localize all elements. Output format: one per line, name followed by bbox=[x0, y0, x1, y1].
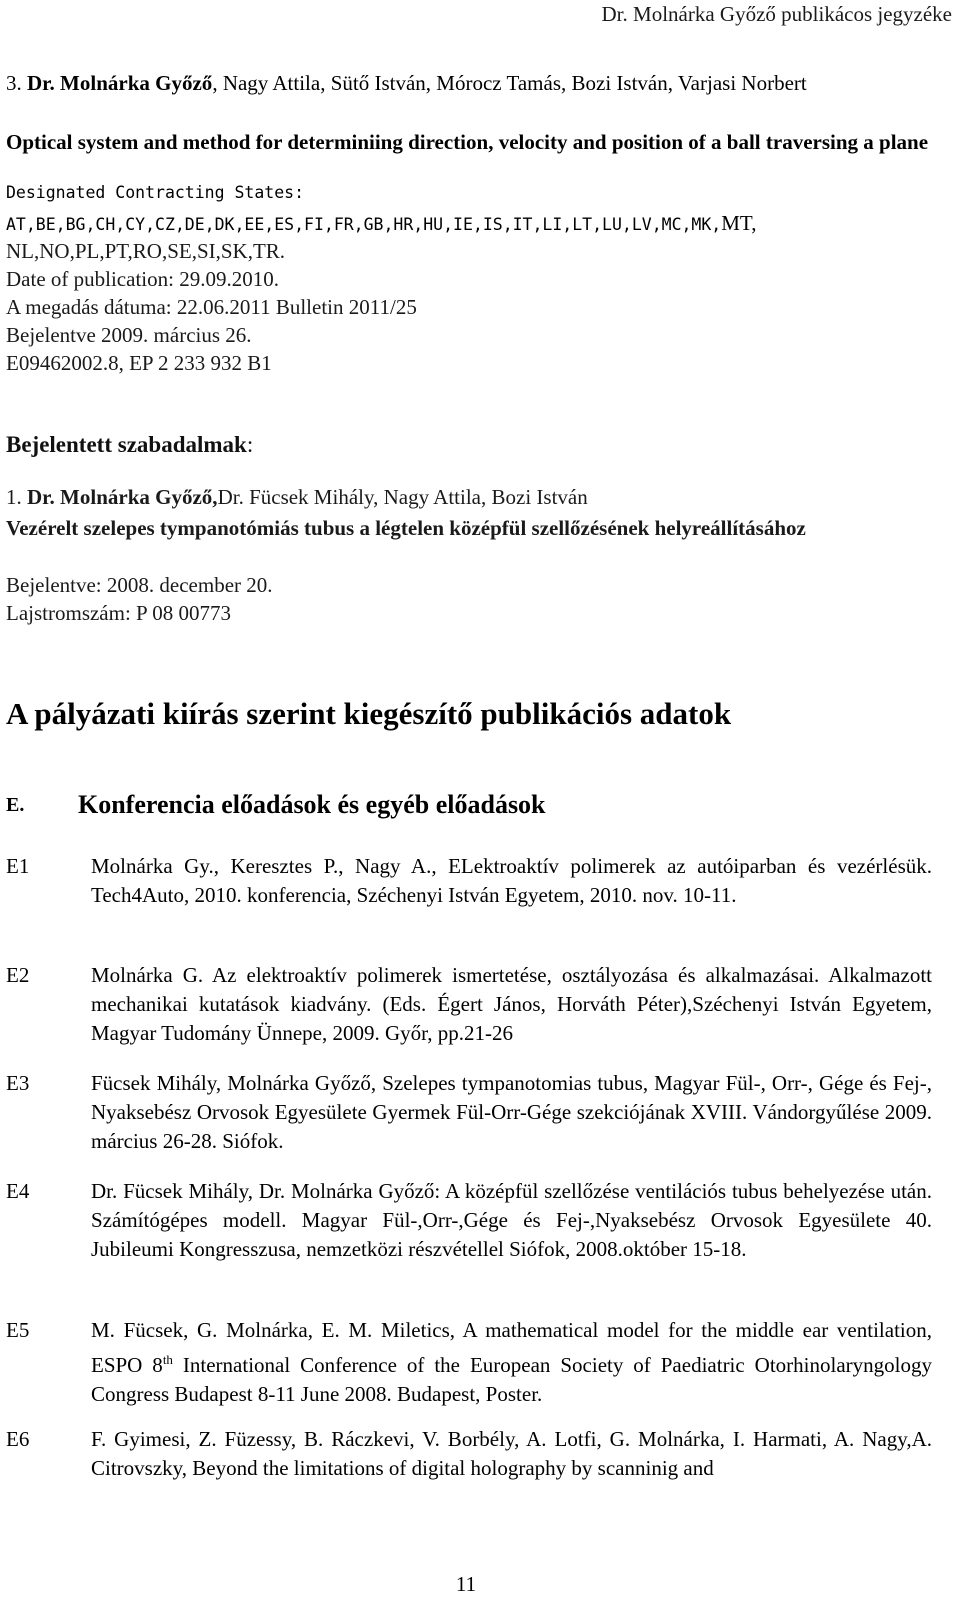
designated-states-label: Designated Contracting States: bbox=[6, 183, 305, 202]
filed-patent-number: 1. bbox=[6, 485, 22, 509]
reference-text: Dr. Fücsek Mihály, Dr. Molnárka Győző: A középfül szellőzése ventilációs tubus behelyezése után. Számítógépes modell. Magyar Fül-,Orr-,Gége és Fej-,Nyaksebész Orvosok Egyesülete 40. Jubileumi Kongresszusa, nemzetközi részvétellel Siófok, 2008.október 15-18. bbox=[91, 1179, 932, 1261]
filed-patent-authors bbox=[6, 485, 588, 510]
reference-e3 bbox=[6, 1069, 932, 1156]
supplementary-heading: A pályázati kiírás szerint kiegészítő publikációs adatok bbox=[6, 696, 732, 731]
section-e-title: Konferencia előadások és egyéb előadások bbox=[78, 790, 546, 819]
filed-patents-heading-colon: : bbox=[246, 432, 254, 457]
page-number: 11 bbox=[455, 1572, 477, 1596]
reference-text bbox=[91, 1316, 932, 1409]
reference-id: E3 bbox=[6, 1071, 30, 1095]
reference-text: Molnárka G. Az elektroaktív polimerek ismertetése, osztályozása és alkalmazásai. Alkalmazott mechanikai kutatások kiadvány. (Eds. Égert János, Horváth Péter),Széchenyi István Egyetem, Magyar Tudomány Ünnepe, 2009. Győr, pp.21-26 bbox=[91, 963, 932, 1045]
reference-text: Fücsek Mihály, Molnárka Győző, Szelepes tympanotomias tubus, Magyar Fül-, Orr-, Gége és Fej-, Nyaksebész Orvosok Egyesülete Gyermek Fül-Orr-Gége szekciójának XVIII. Vándorgyűlése 2009. március 26-28. Siófok. bbox=[91, 1071, 932, 1153]
patent-ids: E09462002.8, EP 2 233 932 B1 bbox=[6, 351, 272, 375]
reference-e5 bbox=[6, 1316, 932, 1409]
reference-text: F. Gyimesi, Z. Füzessy, B. Ráczkevi, V. Borbély, A. Lotfi, G. Molnárka, I. Harmati, A. Nagy,A. Citrovszky, Beyond the limitations of digital holography by scanninig and bbox=[91, 1427, 932, 1480]
states-serif: MT, bbox=[721, 211, 757, 235]
reference-text-before: M. Fücsek, G. Molnárka, E. M. Miletics, A mathematical model for the middle ear ventilation, ESPO 8 bbox=[91, 1318, 932, 1377]
states-mono: AT,BE,BG,CH,CY,CZ,DE,DK,EE,ES,FI,FR,GB,HR,HU,IE,IS,IT,LI,LT,LU,LV,MC,MK, bbox=[6, 215, 722, 234]
filed-patent-date bbox=[6, 573, 273, 598]
registry-number: Lajstromszám: P 08 00773 bbox=[6, 601, 231, 625]
filed-label: Bejelentve: bbox=[6, 573, 102, 597]
reference-id: E5 bbox=[6, 1318, 30, 1342]
patent-authors bbox=[6, 70, 956, 96]
filed-date-value: 2008. december 20. bbox=[101, 573, 273, 597]
filed-patents-heading bbox=[6, 432, 253, 458]
reference-e1 bbox=[6, 852, 932, 910]
designated-states-line-2: NL,NO,PL,PT,RO,SE,SI,SK,TR. bbox=[6, 239, 286, 263]
reference-id: E2 bbox=[6, 963, 30, 987]
patent-co-authors: , Nagy Attila, Sütő István, Mórocz Tamás, Bozi István, Varjasi Norbert bbox=[212, 71, 807, 95]
patent-number: 3. bbox=[6, 71, 22, 95]
filed-patent-co-authors: Dr. Fücsek Mihály, Nagy Attila, Bozi István bbox=[217, 485, 588, 509]
reference-id: E4 bbox=[6, 1179, 30, 1203]
reference-e2 bbox=[6, 961, 932, 1048]
reference-text: Molnárka Gy., Keresztes P., Nagy A., ELektroaktív polimerek az autóiparban és vezérlésük. Tech4Auto, 2010. konferencia, Széchenyi István Egyetem, 2010. nov. 10-11. bbox=[91, 854, 932, 907]
page-header: Dr. Molnárka Győző publikácos jegyzéke bbox=[601, 2, 952, 26]
reference-id: E6 bbox=[6, 1427, 30, 1451]
reference-text-after: International Conference of the European Society of Paediatric Otorhinolaryngology Congress Budapest 8-11 June 2008. Budapest, Poster. bbox=[91, 1353, 932, 1406]
reference-sup: th bbox=[162, 1352, 173, 1367]
filed-patent-title: Vezérelt szelepes tympanotómiás tubus a légtelen középfül szellőzésének helyreállításához bbox=[6, 516, 806, 540]
designated-states-line-1 bbox=[6, 211, 756, 236]
reference-e4 bbox=[6, 1177, 932, 1264]
filed-date: Bejelentve 2009. március 26. bbox=[6, 323, 252, 347]
patent-title: Optical system and method for determiniing direction, velocity and position of a ball traversing a plane bbox=[6, 130, 929, 154]
patent-lead-author: Dr. Molnárka Győző bbox=[27, 71, 213, 95]
filed-patent-lead-author: Dr. Molnárka Győző, bbox=[27, 485, 218, 509]
reference-id: E1 bbox=[6, 854, 30, 878]
grant-date: A megadás dátuma: 22.06.2011 Bulletin 2011/25 bbox=[6, 295, 417, 319]
section-e-letter: E. bbox=[6, 794, 25, 816]
publication-date: Date of publication: 29.09.2010. bbox=[6, 267, 279, 291]
reference-e6 bbox=[6, 1425, 932, 1483]
filed-patents-heading-text: Bejelentett szabadalmak bbox=[6, 432, 247, 457]
